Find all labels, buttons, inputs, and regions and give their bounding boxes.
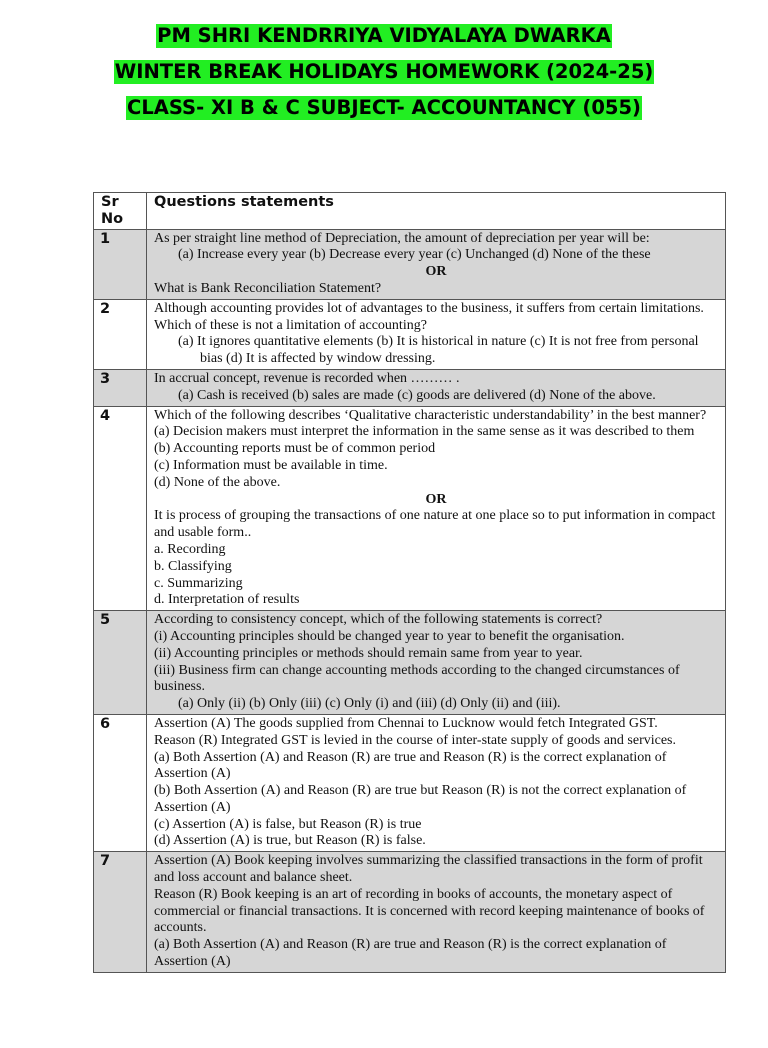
question-text: It is process of grouping the transactions of one nature at one place so to put information in compact and usable form.. — [154, 508, 716, 541]
or-separator: OR — [425, 264, 447, 280]
option-a: (a) Both Assertion (A) and Reason (R) are true and Reason (R) is the correct explanation of Assertion (A) — [154, 937, 667, 970]
option-a: a. Recording — [154, 541, 226, 557]
assertion-text: Assertion (A) The goods supplied from Chennai to Lucknow would fetch Integrated GST. — [154, 715, 658, 731]
table-row — [94, 299, 726, 369]
option-d: d. Interpretation of results — [154, 592, 300, 608]
reason-text: Reason (R) Integrated GST is levied in the course of inter-state supply of goods and services. — [154, 732, 676, 748]
question-cell — [147, 714, 726, 851]
sr-no: 5 — [94, 611, 147, 715]
statement-i: (i) Accounting principles should be changed year to year to benefit the organisation. — [154, 628, 625, 644]
option-c: c. Summarizing — [154, 575, 243, 591]
sr-no: 4 — [94, 406, 147, 611]
class-subject: CLASS- XI B & C SUBJECT- ACCOUNTANCY (055) — [127, 96, 641, 119]
question-cell — [147, 852, 726, 973]
reason-text: Reason (R) Book keeping is an art of recording in books of accounts, the monetary aspect of commercial or financial transactions. It is concerned with record keeping maintenance of books of accounts. — [154, 886, 705, 936]
option-d: (d) None of the above. — [154, 474, 281, 490]
table-row — [94, 229, 726, 299]
question-options: (a) Increase every year (b) Decrease every year (c) Unchanged (d) None of the these — [178, 247, 651, 263]
question-text: Although accounting provides lot of advantages to the business, it suffers from certain limitations. Which of these is not a limitation of accounting? — [154, 300, 704, 333]
statement-ii: (ii) Accounting principles or methods should remain same from year to year. — [154, 645, 583, 661]
question-options: (a) Cash is received (b) sales are made (c) goods are delivered (d) None of the above. — [178, 387, 656, 403]
table-row — [94, 369, 726, 406]
table-row — [94, 611, 726, 715]
sr-no-header: Sr No — [94, 193, 147, 230]
question-text: Which of the following describes ‘Qualitative characteristic understandability’ in the best manner? — [154, 407, 707, 423]
question-text: What is Bank Reconciliation Statement? — [154, 280, 382, 296]
sr-no: 6 — [94, 714, 147, 851]
option-c: (c) Assertion (A) is false, but Reason (R) is true — [154, 816, 422, 832]
question-text: According to consistency concept, which of the following statements is correct? — [154, 612, 603, 628]
homework-title: WINTER BREAK HOLIDAYS HOMEWORK (2024-25) — [114, 60, 654, 83]
table-row — [94, 406, 726, 611]
option-a: (a) Decision makers must interpret the information in the same sense as it was described to them — [154, 424, 695, 440]
document-header — [0, 24, 768, 132]
or-separator: OR — [425, 491, 447, 507]
table-row — [94, 714, 726, 851]
sr-no: 7 — [94, 852, 147, 973]
option-c: (c) Information must be available in time. — [154, 457, 388, 473]
questions-table — [93, 192, 726, 973]
question-cell — [147, 299, 726, 369]
assertion-text: Assertion (A) Book keeping involves summarizing the classified transactions in the form of profit and loss account and balance sheet. — [154, 853, 703, 886]
option-b: (b) Both Assertion (A) and Reason (R) are true but Reason (R) is not the correct explanation of Assertion (A) — [154, 783, 687, 815]
sr-no: 2 — [94, 299, 147, 369]
school-name: PM SHRI KENDRRIYA VIDYALAYA DWARKA — [157, 24, 611, 47]
option-b: (b) Accounting reports must be of common period — [154, 441, 436, 457]
question-options: (a) It ignores quantitative elements (b) It is historical in nature (c) It is not free from personal bias (d) It is affected by window dressing. — [178, 334, 699, 367]
question-cell — [147, 611, 726, 715]
option-b: b. Classifying — [154, 558, 232, 574]
question-options: (a) Only (ii) (b) Only (iii) (c) Only (i) and (iii) (d) Only (ii) and (iii). — [178, 696, 561, 712]
question-text: As per straight line method of Depreciation, the amount of depreciation per year will be: — [154, 230, 650, 246]
option-a: (a) Both Assertion (A) and Reason (R) are true and Reason (R) is the correct explanation of Assertion (A) — [154, 749, 667, 782]
question-text: In accrual concept, revenue is recorded when ……… . — [154, 370, 460, 386]
questions-header: Questions statements — [147, 193, 726, 230]
option-d: (d) Assertion (A) is true, but Reason (R) is false. — [154, 833, 426, 849]
sr-no: 3 — [94, 369, 147, 406]
question-cell — [147, 406, 726, 611]
statement-iii: (iii) Business firm can change accounting methods according to the changed circumstances of business. — [154, 662, 680, 695]
sr-no: 1 — [94, 229, 147, 299]
question-cell — [147, 229, 726, 299]
table-row — [94, 852, 726, 973]
question-cell — [147, 369, 726, 406]
table-header-row — [94, 193, 726, 230]
